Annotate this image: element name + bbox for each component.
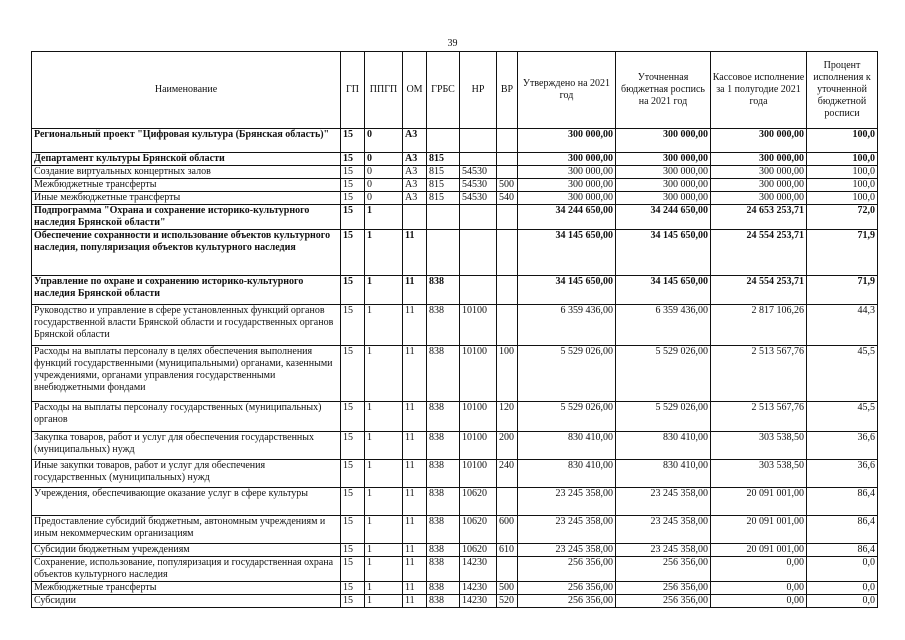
table-row [32,305,878,346]
row-om: 11 [403,402,427,432]
header-ppgp: ППГП [365,52,403,129]
row-ppgp: 1 [365,595,403,608]
row-nr [460,230,497,276]
row-approved: 300 000,00 [518,192,616,205]
row-approved: 23 245 358,00 [518,516,616,544]
row-name: Субсидии [32,595,341,608]
row-om: 11 [403,276,427,305]
row-cash: 24 554 253,71 [711,276,807,305]
row-ppgp: 1 [365,488,403,516]
row-grbs: 838 [427,557,460,582]
header-approved: Утверждено на 2021 год [518,52,616,129]
row-approved: 5 529 026,00 [518,346,616,402]
row-nr: 54530 [460,179,497,192]
row-cash: 0,00 [711,557,807,582]
row-approved: 300 000,00 [518,153,616,166]
row-cash: 303 538,50 [711,432,807,460]
row-percent: 44,3 [807,305,878,346]
table-row [32,488,878,516]
row-percent: 36,6 [807,460,878,488]
row-ppgp: 0 [365,166,403,179]
row-percent: 45,5 [807,402,878,432]
row-percent: 86,4 [807,516,878,544]
row-name: Сохранение, использование, популяризация и государственная охрана объектов культурного наследия [32,557,341,582]
row-gp: 15 [341,544,365,557]
row-gp: 15 [341,582,365,595]
row-vr: 610 [497,544,518,557]
row-grbs: 838 [427,488,460,516]
row-name: Межбюджетные трансферты [32,179,341,192]
row-approved: 23 245 358,00 [518,544,616,557]
row-grbs [427,129,460,153]
table-row [32,432,878,460]
row-name: Учреждения, обеспечивающие оказание услуг в сфере культуры [32,488,341,516]
table-row [32,166,878,179]
row-ppgp: 1 [365,346,403,402]
row-gp: 15 [341,346,365,402]
row-percent: 0,0 [807,595,878,608]
header-gp: ГП [341,52,365,129]
row-name: Иные закупки товаров, работ и услуг для обеспечения государственных (муниципальных) нужд [32,460,341,488]
row-grbs: 838 [427,595,460,608]
row-nr: 10100 [460,460,497,488]
table-row [32,276,878,305]
row-cash: 303 538,50 [711,460,807,488]
row-om: A3 [403,192,427,205]
row-name: Создание виртуальных концертных залов [32,166,341,179]
row-nr: 14230 [460,595,497,608]
row-gp: 15 [341,205,365,230]
page-number: 39 [447,38,458,49]
row-approved: 34 145 650,00 [518,276,616,305]
row-name: Расходы на выплаты персоналу в целях обеспечения выполнения функций государственными (муниципальными) органами, казенными учреждениями, органами управления государственными внебюджетными фондами [32,346,341,402]
row-vr: 240 [497,460,518,488]
row-name: Руководство и управление в сфере установленных функций органов государственной власти Брянской области и государственных органов Брянской области [32,305,341,346]
row-gp: 15 [341,166,365,179]
row-om: 11 [403,544,427,557]
row-percent: 36,6 [807,432,878,460]
row-gp: 15 [341,129,365,153]
row-name: Обеспечение сохранности и использование объектов культурного наследия, популяризация объектов культурного наследия [32,230,341,276]
row-om: 11 [403,595,427,608]
row-ppgp: 1 [365,544,403,557]
row-refined: 300 000,00 [616,192,711,205]
row-nr: 14230 [460,557,497,582]
row-refined: 830 410,00 [616,432,711,460]
row-ppgp: 1 [365,432,403,460]
row-approved: 256 356,00 [518,557,616,582]
row-refined: 300 000,00 [616,129,711,153]
row-ppgp: 1 [365,582,403,595]
row-refined: 6 359 436,00 [616,305,711,346]
row-cash: 300 000,00 [711,179,807,192]
row-nr [460,153,497,166]
row-om: 11 [403,557,427,582]
row-refined: 34 244 650,00 [616,205,711,230]
header-grbs: ГРБС [427,52,460,129]
row-om: 11 [403,230,427,276]
row-refined: 23 245 358,00 [616,516,711,544]
row-vr [497,305,518,346]
row-approved: 34 145 650,00 [518,230,616,276]
row-name: Управление по охране и сохранению историко-культурного наследия Брянской области [32,276,341,305]
row-approved: 830 410,00 [518,460,616,488]
header-om: ОМ [403,52,427,129]
row-om: A3 [403,129,427,153]
row-vr: 500 [497,179,518,192]
row-approved: 34 244 650,00 [518,205,616,230]
row-om: 11 [403,432,427,460]
row-cash: 300 000,00 [711,153,807,166]
row-gp: 15 [341,516,365,544]
row-refined: 300 000,00 [616,166,711,179]
table-row [32,153,878,166]
row-percent: 45,5 [807,346,878,402]
row-approved: 300 000,00 [518,179,616,192]
row-gp: 15 [341,432,365,460]
row-cash: 300 000,00 [711,129,807,153]
row-gp: 15 [341,153,365,166]
row-refined: 300 000,00 [616,179,711,192]
row-refined: 830 410,00 [616,460,711,488]
row-om: 11 [403,516,427,544]
row-gp: 15 [341,557,365,582]
header-refined: Уточненная бюджетная роспись на 2021 год [616,52,711,129]
row-nr: 54530 [460,192,497,205]
row-vr: 200 [497,432,518,460]
row-refined: 5 529 026,00 [616,402,711,432]
row-grbs [427,230,460,276]
row-grbs: 815 [427,166,460,179]
row-vr [497,205,518,230]
row-approved: 300 000,00 [518,166,616,179]
row-percent: 100,0 [807,179,878,192]
row-percent: 0,0 [807,582,878,595]
row-grbs: 838 [427,460,460,488]
table-row [32,205,878,230]
header-cash: Кассовое исполнение за 1 полугодие 2021 года [711,52,807,129]
table-row [32,192,878,205]
row-grbs: 838 [427,305,460,346]
row-percent: 72,0 [807,205,878,230]
row-ppgp: 0 [365,179,403,192]
row-grbs: 838 [427,544,460,557]
row-vr: 120 [497,402,518,432]
row-percent: 86,4 [807,544,878,557]
row-refined: 256 356,00 [616,595,711,608]
row-cash: 24 653 253,71 [711,205,807,230]
budget-table [31,51,878,608]
row-approved: 23 245 358,00 [518,488,616,516]
row-ppgp: 0 [365,192,403,205]
row-nr: 10100 [460,305,497,346]
row-nr: 14230 [460,582,497,595]
row-om: 11 [403,346,427,402]
row-percent: 71,9 [807,276,878,305]
row-vr: 540 [497,192,518,205]
row-ppgp: 0 [365,153,403,166]
row-approved: 300 000,00 [518,129,616,153]
row-nr: 10620 [460,488,497,516]
row-cash: 0,00 [711,582,807,595]
row-approved: 6 359 436,00 [518,305,616,346]
row-grbs: 838 [427,276,460,305]
row-name: Региональный проект "Цифровая культура (Брянская область)" [32,129,341,153]
row-nr: 54530 [460,166,497,179]
row-om [403,205,427,230]
row-nr: 10100 [460,402,497,432]
row-grbs: 838 [427,346,460,402]
header-nr: НР [460,52,497,129]
row-gp: 15 [341,402,365,432]
row-percent: 100,0 [807,129,878,153]
row-name: Департамент культуры Брянской области [32,153,341,166]
row-ppgp: 1 [365,516,403,544]
row-gp: 15 [341,179,365,192]
row-grbs: 815 [427,179,460,192]
row-cash: 20 091 001,00 [711,516,807,544]
row-om: 11 [403,305,427,346]
row-cash: 0,00 [711,595,807,608]
row-om: 11 [403,460,427,488]
row-percent: 71,9 [807,230,878,276]
row-name: Закупка товаров, работ и услуг для обеспечения государственных (муниципальных) нужд [32,432,341,460]
row-percent: 100,0 [807,192,878,205]
table-row [32,230,878,276]
row-refined: 5 529 026,00 [616,346,711,402]
row-ppgp: 1 [365,276,403,305]
row-om: A3 [403,179,427,192]
header-percent: Процент исполнения к уточненной бюджетной росписи [807,52,878,129]
row-cash: 2 513 567,76 [711,346,807,402]
row-name: Иные межбюджетные трансферты [32,192,341,205]
row-refined: 23 245 358,00 [616,488,711,516]
row-cash: 300 000,00 [711,166,807,179]
table-row [32,129,878,153]
row-nr: 10100 [460,432,497,460]
row-ppgp: 0 [365,129,403,153]
row-grbs: 838 [427,516,460,544]
row-nr [460,205,497,230]
header-name: Наименование [32,52,341,129]
row-gp: 15 [341,276,365,305]
row-om: 11 [403,582,427,595]
row-cash: 20 091 001,00 [711,488,807,516]
row-name: Предоставление субсидий бюджетным, автономным учреждениям и иным некоммерческим организациям [32,516,341,544]
row-nr: 10100 [460,346,497,402]
table-row [32,346,878,402]
row-name: Расходы на выплаты персоналу государственных (муниципальных) органов [32,402,341,432]
row-gp: 15 [341,595,365,608]
row-om: A3 [403,166,427,179]
header-row [32,52,878,129]
row-name: Подпрограмма "Охрана и сохранение историко-культурного наследия Брянской области" [32,205,341,230]
row-grbs: 838 [427,402,460,432]
row-percent: 86,4 [807,488,878,516]
row-approved: 256 356,00 [518,595,616,608]
row-gp: 15 [341,192,365,205]
row-vr [497,557,518,582]
row-vr: 600 [497,516,518,544]
row-approved: 830 410,00 [518,432,616,460]
table-row [32,582,878,595]
row-approved: 5 529 026,00 [518,402,616,432]
row-nr: 10620 [460,516,497,544]
table-row [32,402,878,432]
row-refined: 34 145 650,00 [616,276,711,305]
row-refined: 256 356,00 [616,582,711,595]
table-row [32,460,878,488]
row-gp: 15 [341,305,365,346]
row-ppgp: 1 [365,205,403,230]
row-ppgp: 1 [365,460,403,488]
row-name: Субсидии бюджетным учреждениям [32,544,341,557]
row-gp: 15 [341,488,365,516]
row-grbs: 838 [427,432,460,460]
row-vr [497,276,518,305]
row-gp: 15 [341,460,365,488]
row-refined: 23 245 358,00 [616,544,711,557]
row-cash: 24 554 253,71 [711,230,807,276]
row-name: Межбюджетные трансферты [32,582,341,595]
row-om: 11 [403,488,427,516]
row-grbs: 838 [427,582,460,595]
row-nr [460,129,497,153]
row-approved: 256 356,00 [518,582,616,595]
row-nr: 10620 [460,544,497,557]
table-row [32,516,878,544]
row-refined: 34 145 650,00 [616,230,711,276]
row-percent: 100,0 [807,166,878,179]
row-grbs [427,205,460,230]
table-row [32,179,878,192]
row-vr [497,129,518,153]
row-refined: 256 356,00 [616,557,711,582]
row-percent: 0,0 [807,557,878,582]
row-vr [497,230,518,276]
row-ppgp: 1 [365,230,403,276]
row-ppgp: 1 [365,305,403,346]
header-vr: ВР [497,52,518,129]
row-vr [497,153,518,166]
table-row [32,557,878,582]
row-cash: 300 000,00 [711,192,807,205]
row-ppgp: 1 [365,402,403,432]
row-gp: 15 [341,230,365,276]
row-grbs: 815 [427,153,460,166]
row-ppgp: 1 [365,557,403,582]
row-vr [497,166,518,179]
table-row [32,595,878,608]
row-nr [460,276,497,305]
table-row [32,544,878,557]
row-om: A3 [403,153,427,166]
row-vr: 500 [497,582,518,595]
row-refined: 300 000,00 [616,153,711,166]
row-cash: 2 513 567,76 [711,402,807,432]
row-vr: 100 [497,346,518,402]
row-cash: 20 091 001,00 [711,544,807,557]
row-vr: 520 [497,595,518,608]
row-grbs: 815 [427,192,460,205]
row-cash: 2 817 106,26 [711,305,807,346]
row-vr [497,488,518,516]
row-percent: 100,0 [807,153,878,166]
